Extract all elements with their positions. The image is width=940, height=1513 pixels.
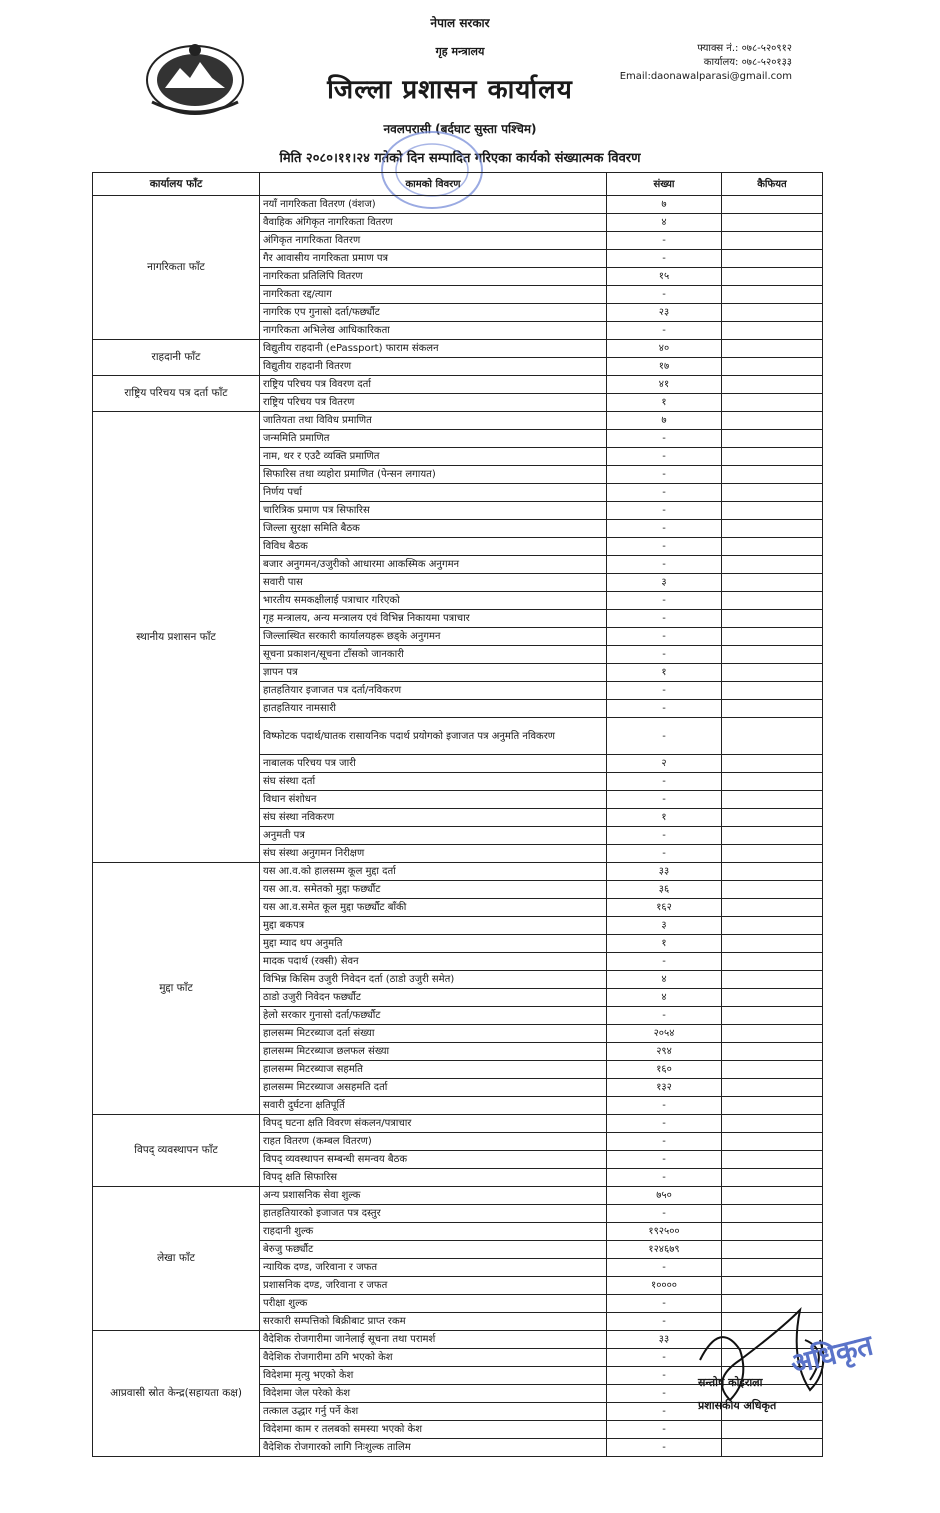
- task-description: न्यायिक दण्ड, जरिवाना र जफत: [260, 1259, 607, 1277]
- task-description: विदेशमा मृत्यु भएको केश: [260, 1367, 607, 1385]
- task-count: -: [607, 1097, 722, 1115]
- task-remarks: [722, 791, 823, 809]
- task-count: ३: [607, 917, 722, 935]
- task-count: -: [607, 232, 722, 250]
- task-count: ३६: [607, 881, 722, 899]
- task-count: -: [607, 466, 722, 484]
- task-description: नाम, थर र एउटै व्यक्ति प्रमाणित: [260, 448, 607, 466]
- task-remarks: [722, 1151, 823, 1169]
- task-description: नागरिक एप गुनासो दर्ता/फर्छ्यौट: [260, 304, 607, 322]
- task-description: प्रशासनिक दण्ड, जरिवाना र जफत: [260, 1277, 607, 1295]
- task-count: १२४६७९: [607, 1241, 722, 1259]
- report-subject: मिति २०८०।११।२४ गतेको दिन सम्पादित गरिएका कार्यको संख्यात्मक विवरण: [279, 151, 641, 166]
- task-remarks: [722, 809, 823, 827]
- task-remarks: [722, 1097, 823, 1115]
- section-name: विपद् व्यवस्थापन फाँट: [93, 1115, 260, 1187]
- task-remarks: [722, 232, 823, 250]
- task-count: १७: [607, 358, 722, 376]
- task-description: राष्ट्रिय परिचय पत्र वितरण: [260, 394, 607, 412]
- task-remarks: [722, 340, 823, 358]
- task-count: १: [607, 664, 722, 682]
- task-count: -: [607, 1313, 722, 1331]
- task-description: अन्य प्रशासनिक सेवा शुल्क: [260, 1187, 607, 1205]
- task-remarks: [722, 1025, 823, 1043]
- task-remarks: [722, 664, 823, 682]
- table-row: [93, 196, 823, 214]
- district-name: नवलपरासी (बर्दघाट सुस्ता पश्चिम): [383, 122, 537, 136]
- task-remarks: [722, 196, 823, 214]
- task-count: १: [607, 809, 722, 827]
- task-description: सूचना प्रकाशन/सूचना टाँसको जानकारी: [260, 646, 607, 664]
- task-remarks: [722, 610, 823, 628]
- task-count: -: [607, 520, 722, 538]
- task-count: १: [607, 935, 722, 953]
- task-description: निर्णय पर्चा: [260, 484, 607, 502]
- task-description: विधान संशोधन: [260, 791, 607, 809]
- task-remarks: [722, 484, 823, 502]
- task-description: सवारी पास: [260, 574, 607, 592]
- task-remarks: [722, 1205, 823, 1223]
- task-description: वैदेशिक रोजगारीमा ठगि भएको केश: [260, 1349, 607, 1367]
- task-description: विपद् व्यवस्थापन सम्बन्धी समन्वय बैठक: [260, 1151, 607, 1169]
- task-remarks: [722, 845, 823, 863]
- task-remarks: [722, 1043, 823, 1061]
- task-count: -: [607, 1115, 722, 1133]
- ministry-name: गृह मन्त्रालय: [435, 45, 485, 58]
- header-section: कार्यालय फाँट: [93, 173, 260, 196]
- task-remarks: [722, 646, 823, 664]
- task-count: १५: [607, 268, 722, 286]
- task-count: -: [607, 592, 722, 610]
- task-remarks: [722, 1115, 823, 1133]
- task-count: १६२: [607, 899, 722, 917]
- task-remarks: [722, 268, 823, 286]
- task-description: सरकारी सम्पत्तिको बिक्रीबाट प्राप्त रकम: [260, 1313, 607, 1331]
- task-count: -: [607, 1133, 722, 1151]
- task-remarks: [722, 358, 823, 376]
- task-remarks: [722, 755, 823, 773]
- task-count: -: [607, 827, 722, 845]
- section-name: लेखा फाँट: [93, 1187, 260, 1331]
- task-description: राहदानी शुल्क: [260, 1223, 607, 1241]
- task-description: राहत वितरण (कम्बल वितरण): [260, 1133, 607, 1151]
- task-count: -: [607, 286, 722, 304]
- task-description: मादक पदार्थ (रक्सी) सेवन: [260, 953, 607, 971]
- task-count: ७: [607, 196, 722, 214]
- task-remarks: [722, 1169, 823, 1187]
- task-remarks: [722, 412, 823, 430]
- task-description: सिफारिस तथा व्यहोरा प्रमाणित (पेन्सन लगायत): [260, 466, 607, 484]
- task-count: २३: [607, 304, 722, 322]
- task-remarks: [722, 538, 823, 556]
- task-remarks: [722, 953, 823, 971]
- task-count: -: [607, 700, 722, 718]
- task-remarks: [722, 700, 823, 718]
- task-count: ४०: [607, 340, 722, 358]
- task-count: ४: [607, 214, 722, 232]
- table-row: [93, 863, 823, 881]
- task-remarks: [722, 989, 823, 1007]
- task-remarks: [722, 935, 823, 953]
- task-count: १६०: [607, 1061, 722, 1079]
- task-description: नागरिकता रद्द/त्याग: [260, 286, 607, 304]
- task-description: हालसम्म मिटरब्याज छलफल संख्या: [260, 1043, 607, 1061]
- section-name: आप्रवासी स्रोत केन्द्र(सहायता कक्ष): [93, 1331, 260, 1457]
- task-count: -: [607, 250, 722, 268]
- task-remarks: [722, 556, 823, 574]
- task-count: -: [607, 538, 722, 556]
- task-remarks: [722, 304, 823, 322]
- task-description: विदेशमा काम र तलबको समस्या भएको केश: [260, 1421, 607, 1439]
- task-description: नयाँ नागरिकता वितरण (वंशज): [260, 196, 607, 214]
- task-count: ४१: [607, 376, 722, 394]
- task-count: २: [607, 755, 722, 773]
- task-description: वैदेशिक रोजगारीमा जानेलाई सूचना तथा परामर्श: [260, 1331, 607, 1349]
- task-count: -: [607, 1367, 722, 1385]
- task-description: वैवाहिक अंगिकृत नागरिकता वितरण: [260, 214, 607, 232]
- task-remarks: [722, 502, 823, 520]
- task-description: विद्युतीय राहदानी (ePassport) फाराम संकलन: [260, 340, 607, 358]
- task-remarks: [722, 1007, 823, 1025]
- task-description: जातियता तथा विविध प्रमाणित: [260, 412, 607, 430]
- task-remarks: [722, 322, 823, 340]
- task-remarks: [722, 827, 823, 845]
- task-description: विष्फोटक पदार्थ/घातक रासायनिक पदार्थ प्रयोगको इजाजत पत्र अनुमति नविकरण: [260, 718, 607, 755]
- task-count: १००००: [607, 1277, 722, 1295]
- task-count: -: [607, 1421, 722, 1439]
- report-table: [92, 172, 823, 1457]
- task-count: -: [607, 322, 722, 340]
- task-count: २९४: [607, 1043, 722, 1061]
- task-remarks: [722, 394, 823, 412]
- fax-number: फ्याक्स नं.: ०७८-५२०९१२: [697, 43, 792, 54]
- task-description: बजार अनुगमन/उजुरीको आधारमा आकस्मिक अनुगमन: [260, 556, 607, 574]
- task-description: हातहतियार नामसारी: [260, 700, 607, 718]
- task-remarks: [722, 1079, 823, 1097]
- task-count: -: [607, 1259, 722, 1277]
- task-count: -: [607, 1349, 722, 1367]
- task-remarks: [722, 628, 823, 646]
- task-remarks: [722, 574, 823, 592]
- task-description: यस आ.व. समेतको मुद्दा फर्छ्यौट: [260, 881, 607, 899]
- task-remarks: [722, 1061, 823, 1079]
- signatory-name: सन्तोष कोइराला: [698, 1376, 763, 1389]
- task-count: -: [607, 1439, 722, 1457]
- task-remarks: [722, 592, 823, 610]
- task-description: नागरिकता अभिलेख आधिकारिकता: [260, 322, 607, 340]
- task-remarks: [722, 863, 823, 881]
- table-row: [93, 376, 823, 394]
- task-remarks: [722, 682, 823, 700]
- task-description: ठाडो उजुरी निवेदन फर्छ्यौट: [260, 989, 607, 1007]
- task-count: २०५४: [607, 1025, 722, 1043]
- task-description: विभिन्न किसिम उजुरी निवेदन दर्ता (ठाडो उजुरी समेत): [260, 971, 607, 989]
- task-count: -: [607, 953, 722, 971]
- task-description: बेरुजु फर्छ्यौट: [260, 1241, 607, 1259]
- task-remarks: [722, 899, 823, 917]
- task-remarks: [722, 881, 823, 899]
- office-title: जिल्ला प्रशासन कार्यालय: [327, 75, 573, 105]
- task-description: संघ संस्था अनुगमन निरीक्षण: [260, 845, 607, 863]
- task-description: परीक्षा शुल्क: [260, 1295, 607, 1313]
- task-description: मुद्दा म्याद थप अनुमति: [260, 935, 607, 953]
- task-remarks: [722, 1223, 823, 1241]
- task-remarks: [722, 971, 823, 989]
- task-count: ७५०: [607, 1187, 722, 1205]
- table-row: [93, 340, 823, 358]
- task-count: १: [607, 394, 722, 412]
- task-description: विपद् क्षति सिफारिस: [260, 1169, 607, 1187]
- task-remarks: [722, 430, 823, 448]
- task-description: यस आ.व.समेत कूल मुद्दा फर्छ्यौट बाँकी: [260, 899, 607, 917]
- task-count: -: [607, 430, 722, 448]
- task-remarks: [722, 520, 823, 538]
- task-description: नाबालक परिचय पत्र जारी: [260, 755, 607, 773]
- task-description: राष्ट्रिय परिचय पत्र विवरण दर्ता: [260, 376, 607, 394]
- task-description: ज्ञापन पत्र: [260, 664, 607, 682]
- task-description: विविध बैठक: [260, 538, 607, 556]
- table-row: [93, 1187, 823, 1205]
- task-description: जिल्ला सुरक्षा समिति बैठक: [260, 520, 607, 538]
- task-description: चारित्रिक प्रमाण पत्र सिफारिस: [260, 502, 607, 520]
- task-description: अनुमती पत्र: [260, 827, 607, 845]
- table-row: [93, 1115, 823, 1133]
- task-remarks: [722, 1259, 823, 1277]
- task-count: -: [607, 610, 722, 628]
- officer-stamp-text: अधिकृत: [787, 1328, 877, 1381]
- task-description: संघ संस्था दर्ता: [260, 773, 607, 791]
- table-row: [93, 412, 823, 430]
- task-description: यस आ.व.को हालसम्म कूल मुद्दा दर्ता: [260, 863, 607, 881]
- header-remarks: कैफियत: [722, 173, 823, 196]
- task-count: ४: [607, 971, 722, 989]
- task-count: -: [607, 1403, 722, 1421]
- task-description: हातहतियार इजाजत पत्र दर्ता/नविकरण: [260, 682, 607, 700]
- task-count: ७: [607, 412, 722, 430]
- contact-block: [620, 42, 792, 84]
- task-count: -: [607, 773, 722, 791]
- task-count: -: [607, 484, 722, 502]
- task-remarks: [722, 466, 823, 484]
- task-description: हेलो सरकार गुनासो दर्ता/फर्छ्यौट: [260, 1007, 607, 1025]
- task-count: -: [607, 1151, 722, 1169]
- task-count: -: [607, 448, 722, 466]
- office-phone: कार्यालय: ०७८-५२०१३३: [703, 57, 792, 68]
- task-count: ४: [607, 989, 722, 1007]
- task-description: गृह मन्त्रालय, अन्य मन्त्रालय एवं विभिन्न निकायमा पत्राचार: [260, 610, 607, 628]
- task-remarks: [722, 286, 823, 304]
- task-description: संघ संस्था नविकरण: [260, 809, 607, 827]
- task-count: -: [607, 1385, 722, 1403]
- task-count: ३३: [607, 1331, 722, 1349]
- header-count: संख्या: [607, 173, 722, 196]
- table-body: [93, 196, 823, 1457]
- task-count: -: [607, 1169, 722, 1187]
- task-description: जिल्लास्थित सरकारी कार्यालयहरू छड्के अनुगमन: [260, 628, 607, 646]
- task-description: अंगिकृत नागरिकता वितरण: [260, 232, 607, 250]
- government-name: नेपाल सरकार: [430, 16, 490, 30]
- table-header-row: [93, 173, 823, 196]
- task-description: वैदेशिक रोजगारको लागि निःशुल्क तालिम: [260, 1439, 607, 1457]
- task-count: -: [607, 502, 722, 520]
- task-remarks: [722, 1241, 823, 1259]
- nepal-emblem-icon: [140, 40, 250, 120]
- section-name: राष्ट्रिय परिचय पत्र दर्ता फाँट: [93, 376, 260, 412]
- task-count: -: [607, 646, 722, 664]
- section-name: राहदानी फाँट: [93, 340, 260, 376]
- task-description: विद्युतीय राहदानी वितरण: [260, 358, 607, 376]
- header-description: कामको विवरण: [260, 173, 607, 196]
- task-remarks: [722, 214, 823, 232]
- task-description: तत्काल उद्धार गर्नु पर्ने केश: [260, 1403, 607, 1421]
- task-description: जन्ममिति प्रमाणित: [260, 430, 607, 448]
- task-count: -: [607, 1295, 722, 1313]
- task-remarks: [722, 250, 823, 268]
- task-description: नागरिकता प्रतिलिपि वितरण: [260, 268, 607, 286]
- task-description: मुद्दा बकपत्र: [260, 917, 607, 935]
- section-name: मुद्दा फाँट: [93, 863, 260, 1115]
- task-count: -: [607, 1007, 722, 1025]
- task-description: भारतीय समकक्षीलाई पत्राचार गरिएको: [260, 592, 607, 610]
- task-count: -: [607, 791, 722, 809]
- task-count: -: [607, 556, 722, 574]
- task-count: १९२५००: [607, 1223, 722, 1241]
- task-remarks: [722, 1187, 823, 1205]
- task-remarks: [722, 1277, 823, 1295]
- task-remarks: [722, 1133, 823, 1151]
- task-description: हालसम्म मिटरब्याज असहमति दर्ता: [260, 1079, 607, 1097]
- task-count: -: [607, 1205, 722, 1223]
- task-count: -: [607, 845, 722, 863]
- task-description: सवारी दुर्घटना क्षतिपूर्ति: [260, 1097, 607, 1115]
- task-description: गैर आवासीय नागरिकता प्रमाण पत्र: [260, 250, 607, 268]
- task-count: -: [607, 682, 722, 700]
- task-count: -: [607, 718, 722, 755]
- task-description: हातहतियारको इजाजत पत्र दस्तुर: [260, 1205, 607, 1223]
- task-count: -: [607, 628, 722, 646]
- task-remarks: [722, 718, 823, 755]
- task-count: ३: [607, 574, 722, 592]
- task-count: ३३: [607, 863, 722, 881]
- section-name: नागरिकता फाँट: [93, 196, 260, 340]
- task-description: विदेशमा जेल परेको केश: [260, 1385, 607, 1403]
- section-name: स्थानीय प्रशासन फाँट: [93, 412, 260, 863]
- task-description: हालसम्म मिटरब्याज दर्ता संख्या: [260, 1025, 607, 1043]
- task-remarks: [722, 773, 823, 791]
- task-remarks: [722, 376, 823, 394]
- email-address: Email:daonawalparasi@gmail.com: [619, 71, 792, 82]
- task-remarks: [722, 448, 823, 466]
- task-description: हालसम्म मिटरब्याज सहमति: [260, 1061, 607, 1079]
- task-remarks: [722, 917, 823, 935]
- task-description: विपद् घटना क्षति विवरण संकलन/पत्राचार: [260, 1115, 607, 1133]
- task-count: १३२: [607, 1079, 722, 1097]
- signatory-title: प्रशासकीय अधिकृत: [698, 1399, 777, 1412]
